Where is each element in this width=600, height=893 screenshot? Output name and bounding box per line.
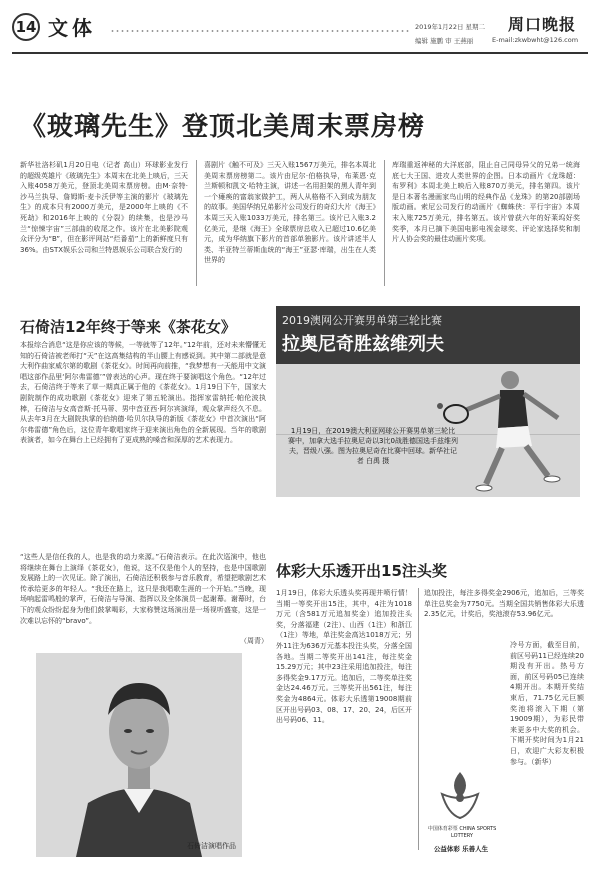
main-headline: 《玻璃先生》登顶北美周末票房榜 [20,112,426,142]
story-lotto-col2: 追加投注，每注多得奖金2906元，追加后，三等奖单注总奖金为7750元。当期全国共销售体彩大乐透2.35亿元，计奖后，奖池滚存53.96亿元。 [424,589,584,619]
story-lotto-col1: 1月19日，体彩大乐透头奖再现井喷行情！当期一等奖开出15注，其中，4注为1018万元（含581万元追加奖金）追加投注头奖，分落福建（2注）、山西（1注）和浙江（1注）等地，单注奖金高达1018万元；另外11注为636万元基本投注头奖，分落全国各地。当期二等奖开出141注，每注奖金15.29万元；其中23注采用追加投注，每注多得奖金9.17万元。追加后，二等奖单注奖金达24.46万元。三等奖开出561注，每注奖金为4864元。体彩大乐透第19008期前区开出号码03、08、17、20、24，后区开出号码06、11。 [276,589,412,725]
tennis-news-photo [276,306,580,497]
column-divider [418,588,419,850]
story-headline-shi: 石倚洁12年终于等来《茶花女》 [20,318,236,336]
story-shi-body-continued: “这些人是信任我的人，也是我的动力来源。”石倚洁表示。在此次巡演中，他也将继续在舞台上演绎《茶花女》，他说，这不仅是他个人的坚持，也是中国歌剧发展路上的一次见证。除了演出，石倚洁还积极参与音乐教育，希望把歌剧艺术传承给更多的年轻人。“我还在路上，这只是我唱歌生涯的一个开始。”当晚，现场响起雷鸣般的掌声，石倚洁与导演、指挥以及全体演员一起谢幕。谢幕时，台下的观众纷纷起身为他们鼓掌喝彩，大家称赞这场演出是一场视听盛宴，这是一次难以忘怀的“bravo”。 [20,553,266,625]
story-shi-body: 本报综合消息“这是你应该的等候，一等就等了12年。”12年前，还对未来懵懂无知的石倚洁被老师打“天”在这高集结构的半山腰上有感说到。其中第二部就是意大利作曲家威尔第的歌剧《茶花女》。时间再向前推，“我梦想有一天能用中文演唱这部作品里‘阿尔弗雷德’”曾表达的心声。现在终于要演唱这个角色。“12年过去，石倚洁终于等来了草一期真正属于他的《茶花女》。1月19日下午，国家大剧院制作的成功歌剧《茶花女》迎来了第五轮演出。指挥家雷纳托·帕伦波执棒，石倚洁与女高音斯·托马蒂、男中音亚西·阿尔宾演绎，观众掌声经久不息。从去年3月在大剧院执掌的伯纳德·哈贝尔执导的新版《茶花女》中首次演出“阿尔弗雷德”角色后，这位青年歌唱家终于迎来演出角色的全新展现。当年的歌剧表演者，如今在舞台上已经拥有了更成熟的嗓音和深厚的艺术表现力。 [20,341,266,445]
story-headline-lotto: 体彩大乐透开出15注头奖 [276,562,447,580]
contact-email: E-mail:zkwbwht@126.com [492,36,579,44]
lottery-logo-name: 中国体育彩票 CHINA SPORTS LOTTERY [427,826,497,839]
story-lotto-col3: 冷号方面，截至目前，前区号码11已经连续20期没有开出。热号方面，前区号码05已连续4期开出。本期开奖结束后，71.75亿元巨额奖池将滚入下期（第19009期），为彩民带来更多中大奖的机会。下期开奖时间为1月21日，欢迎广大彩友积极参与。（新华） [510,641,584,766]
portrait-caption: 石倚洁演唱作品 [187,842,236,850]
lottery-slogan: 公益体彩 乐善人生 [433,845,489,853]
editor-credits: 编辑 施鹏 审 王燕丽 [415,37,474,45]
newspaper-logo: 周口晚报 [508,15,577,34]
singer-portrait-photo [36,653,242,857]
photo-banner-title: 拉奥尼奇胜兹维列夫 [282,334,444,355]
page-number: 14 [12,13,40,41]
portrait-figure [36,653,242,857]
lead-article-col2: 喜剧片《触不可及》三天入账1567万美元，排名本周北美周末票房榜第二。该片由尼尔·伯格执导，布莱恩·克兰斯顿和凯文·哈特主演，讲述一名用担架的黑人青年到一个瘫痪的富翁家做护工，两人从格格不入到成为朋友的故事。美国华纳兄弟影片公司发行的奇幻大片《海王》本周三天入账1033万美元，排名第三。该片已入账3.2亿美元，是继《海王》全球票房总收入已超过10.6亿美元，成为华纳旗下影片的首部单独影片。该片讲述半人类、半亚特兰蒂斯血统的“海王”亚瑟·库瑞，出生在人类世界的 [204,161,376,265]
china-sports-lottery-logo [432,768,488,826]
lead-article-col1: 新华社洛杉矶1月20日电（记者 高山）环球影业发行的超级英雄片《玻璃先生》本周末在北美上映后，三天入账4058万美元，登顶北美周末票房榜。由M·奈特·沙马兰执导、詹姆斯·麦卡沃伊等主演的影片《玻璃先生》的成本只有2000万美元，是2000年上映的《不死劫》和2016年上映的《分裂》的续集，也是沙马兰“惊悚宇宙”三部曲的收尾之作。该片在北美影院观众评分为“B”，但在影评网站“烂番茄”上的新鲜度只有36%。由STX娱乐公司和兰特恩娱乐公司联合发行的 [20,161,188,254]
header-rule [12,52,588,54]
column-divider [196,160,197,286]
section-title: 文体 [48,16,96,40]
column-divider [384,160,385,286]
header-dotted-band [110,29,410,33]
tennis-photo-caption: 1月19日，在2019澳大利亚网球公开赛男单第三轮比赛中，加拿大选手拉奥尼奇以3比0战胜德国选手兹维列夫，晋级八强。图为拉奥尼奇在比赛中回球。新华社记者 白禹 摄 [288,427,458,465]
story-shi-byline: （周青） [240,637,268,645]
photo-banner-subtitle: 2019澳网公开赛男单第三轮比赛 [282,314,442,327]
page-header [0,0,600,66]
lead-article-col3: 库瑞重返神秘的大洋底部，阻止自己同母异父的兄弟一统海底七大王国、进攻人类世界的企图。日本动画片《龙珠超：布罗利》本周北美上映后入账870万美元，排名第四。该片是日本著名漫画家鸟山明的经典作品《龙珠》的第20部剧场版动画。索尼公司发行的动画片《蜘蛛侠：平行宇宙》本周末入账725万美元，排名第五。该片曾获六年的好莱坞好奖奖季，本月已摘下美国电影电视金球奖、评论家选择奖和制片人协会奖的最佳动画片奖项。 [392,161,580,244]
issue-date: 2019年1月22日 星期二 [415,23,486,31]
